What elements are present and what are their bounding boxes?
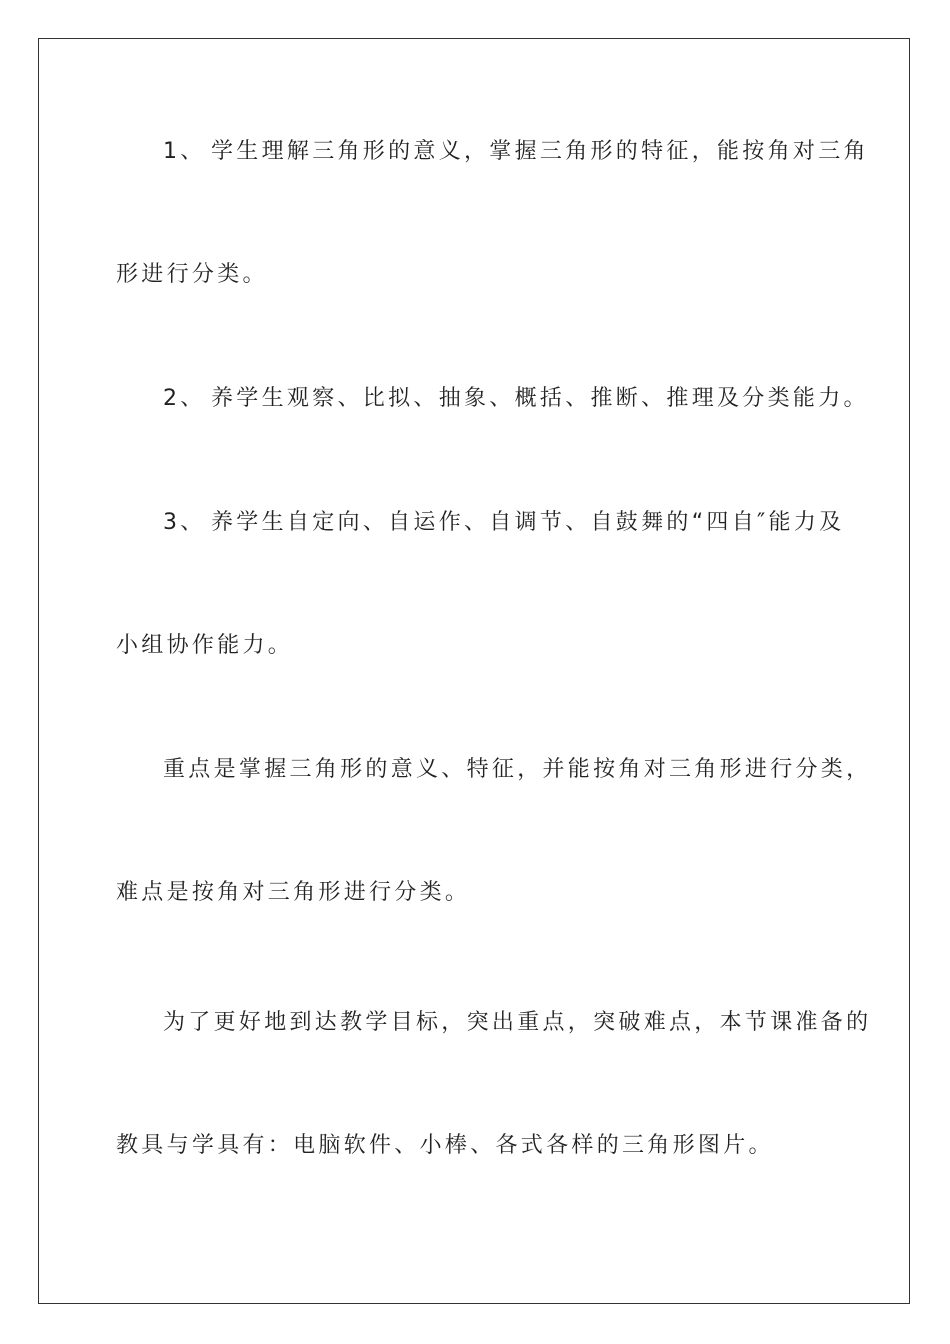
objective-2-line-1 — [163, 386, 950, 412]
objective-1-line-2: 形进行分类。 — [116, 262, 268, 287]
focus-paragraph-line-2: 难点是按角对三角形进行分类。 — [116, 880, 471, 905]
focus-paragraph-line-1: 重点是掌握三角形的意义、特征，并能按角对三角形进行分类， — [163, 757, 872, 782]
objective-3-line-2: 小组协作能力。 — [116, 633, 294, 658]
objective-3-number: 3、 — [163, 510, 206, 535]
page-border — [38, 38, 910, 1304]
objective-2-number: 2、 — [163, 386, 206, 411]
prep-paragraph-line-1: 为了更好地到达教学目标，突出重点，突破难点，本节课准备的 — [163, 1010, 872, 1035]
objective-2-text: 养学生观察、比拟、抽象、概括、推断、推理及分类能力。 — [211, 386, 869, 411]
objective-3-line-1 — [163, 510, 950, 536]
objective-1-text: 学生理解三角形的意义，掌握三角形的特征，能按角对三角 — [211, 139, 869, 164]
objective-3-text: 养学生自定向、自运作、自调节、自鼓舞的“四自″能力及 — [211, 510, 845, 535]
prep-paragraph-line-2: 教具与学具有：电脑软件、小棒、各式各样的三角形图片。 — [116, 1133, 774, 1158]
objective-1-number: 1、 — [163, 139, 206, 164]
objective-1-line-1 — [163, 139, 950, 165]
